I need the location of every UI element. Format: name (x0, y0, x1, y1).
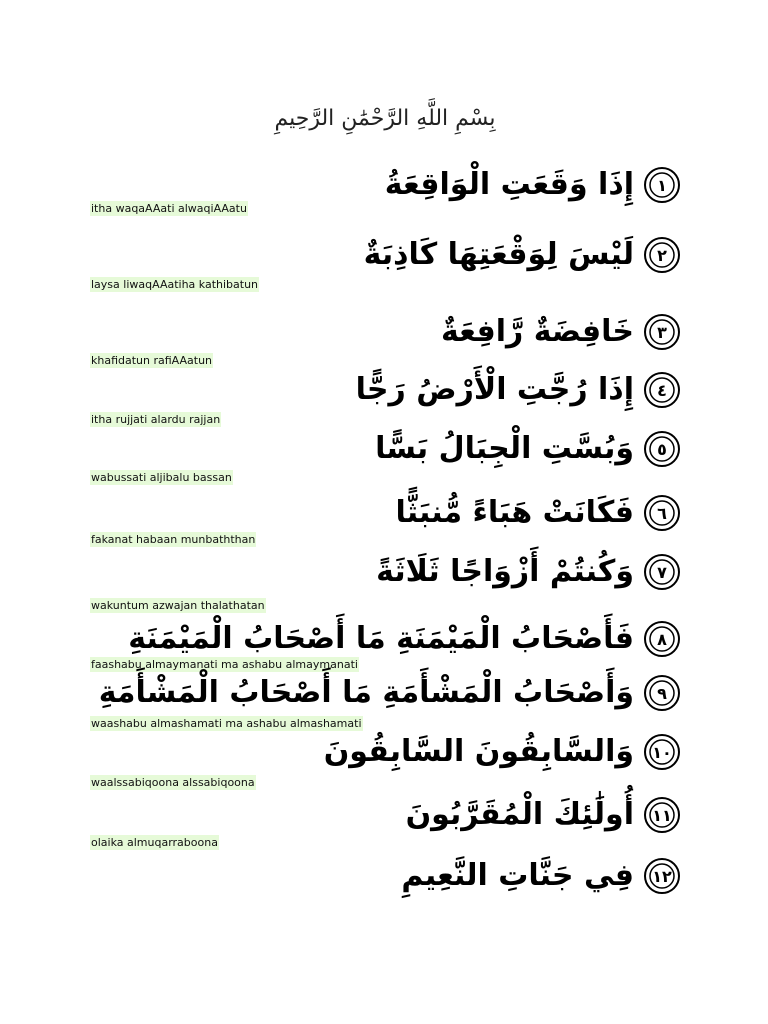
verse-arabic-7: وَكُنتُمْ أَزْوَاجًا ثَلَاثَةً (376, 554, 634, 589)
verse-marker-3 (642, 312, 682, 352)
verse-1 (385, 156, 682, 214)
verse-number-4: ٤ (657, 380, 667, 400)
verse-number-10: ١٠ (652, 742, 672, 762)
verse-number-12: ١٢ (652, 866, 672, 886)
verse-arabic-4: إِذَا رُجَّتِ الْأَرْضُ رَجًّا (355, 372, 634, 407)
verse-number-1: ١ (657, 175, 667, 195)
verse-number-8: ٨ (657, 629, 667, 649)
verse-arabic-8: فَأَصْحَابُ الْمَيْمَنَةِ مَا أَصْحَابُ الْمَيْمَنَةِ (128, 621, 634, 656)
verse-translit-10: waalssabiqoona alssabiqoona (91, 776, 255, 789)
verse-translit-2: laysa liwaqAAatiha kathibatun (91, 278, 259, 291)
verse-translit-11: olaika almuqarraboona (91, 836, 218, 849)
verse-2 (364, 226, 682, 284)
verse-11 (406, 786, 682, 844)
verse-arabic-10: وَالسَّابِقُونَ السَّابِقُونَ (323, 734, 634, 769)
verse-number-3: ٣ (657, 322, 667, 342)
verse-translit-7: wakuntum azwajan thalathatan (91, 599, 265, 612)
verse-9 (99, 664, 682, 722)
verse-number-5: ٥ (657, 439, 667, 459)
verse-arabic-5: وَبُسَّتِ الْجِبَالُ بَسًّا (375, 431, 634, 466)
verse-12 (401, 847, 682, 905)
verse-translit-8: faashabu almaymanati ma ashabu almaymanati (91, 658, 358, 671)
verse-marker-10 (642, 732, 682, 772)
verse-translit-9: waashabu almashamati ma ashabu almashamati (91, 717, 362, 730)
verse-arabic-11: أُولَٰئِكَ الْمُقَرَّبُونَ (405, 797, 634, 832)
verse-marker-5 (642, 429, 682, 469)
verse-marker-12 (642, 856, 682, 896)
verse-number-9: ٩ (657, 683, 667, 703)
verse-translit-4: itha rujjati alardu rajjan (91, 413, 221, 426)
verse-6 (396, 484, 683, 542)
verse-4 (356, 361, 682, 419)
verse-marker-11 (642, 795, 682, 835)
verse-number-7: ٧ (657, 562, 667, 582)
verse-translit-6: fakanat habaan munbaththan (91, 533, 256, 546)
verse-translit-1: itha waqaAAati alwaqiAAatu (91, 202, 247, 215)
verse-marker-6 (642, 493, 682, 533)
verse-arabic-3: خَافِضَةٌ رَّافِعَةٌ (440, 314, 634, 349)
verse-marker-4 (642, 370, 682, 410)
verse-arabic-2: لَيْسَ لِوَقْعَتِهَا كَاذِبَةٌ (363, 237, 634, 272)
verse-10 (324, 723, 682, 781)
basmala-heading: بِسْمِ اللَّهِ الرَّحْمَٰنِ الرَّحِيمِ (274, 106, 496, 131)
verse-marker-8 (642, 619, 682, 659)
verse-arabic-6: فَكَانَتْ هَبَاءً مُّنبَثًّا (395, 495, 634, 530)
verse-arabic-1: إِذَا وَقَعَتِ الْوَاقِعَةُ (384, 167, 634, 202)
verse-arabic-9: وَأَصْحَابُ الْمَشْأَمَةِ مَا أَصْحَابُ الْمَشْأَمَةِ (98, 675, 634, 710)
verse-5 (375, 420, 682, 478)
verse-marker-9 (642, 673, 682, 713)
verse-arabic-12: فِي جَنَّاتِ النَّعِيمِ (401, 858, 634, 893)
verse-marker-2 (642, 235, 682, 275)
verse-7 (376, 543, 682, 601)
verse-number-6: ٦ (657, 503, 667, 523)
verse-marker-7 (642, 552, 682, 592)
verse-translit-3: khafidatun rafiAAatun (91, 354, 213, 367)
verse-translit-5: wabussati aljibalu bassan (91, 471, 232, 484)
verse-number-2: ٢ (657, 245, 667, 265)
verse-3 (441, 303, 682, 361)
verse-number-11: ١١ (652, 805, 672, 825)
verse-marker-1 (642, 165, 682, 205)
